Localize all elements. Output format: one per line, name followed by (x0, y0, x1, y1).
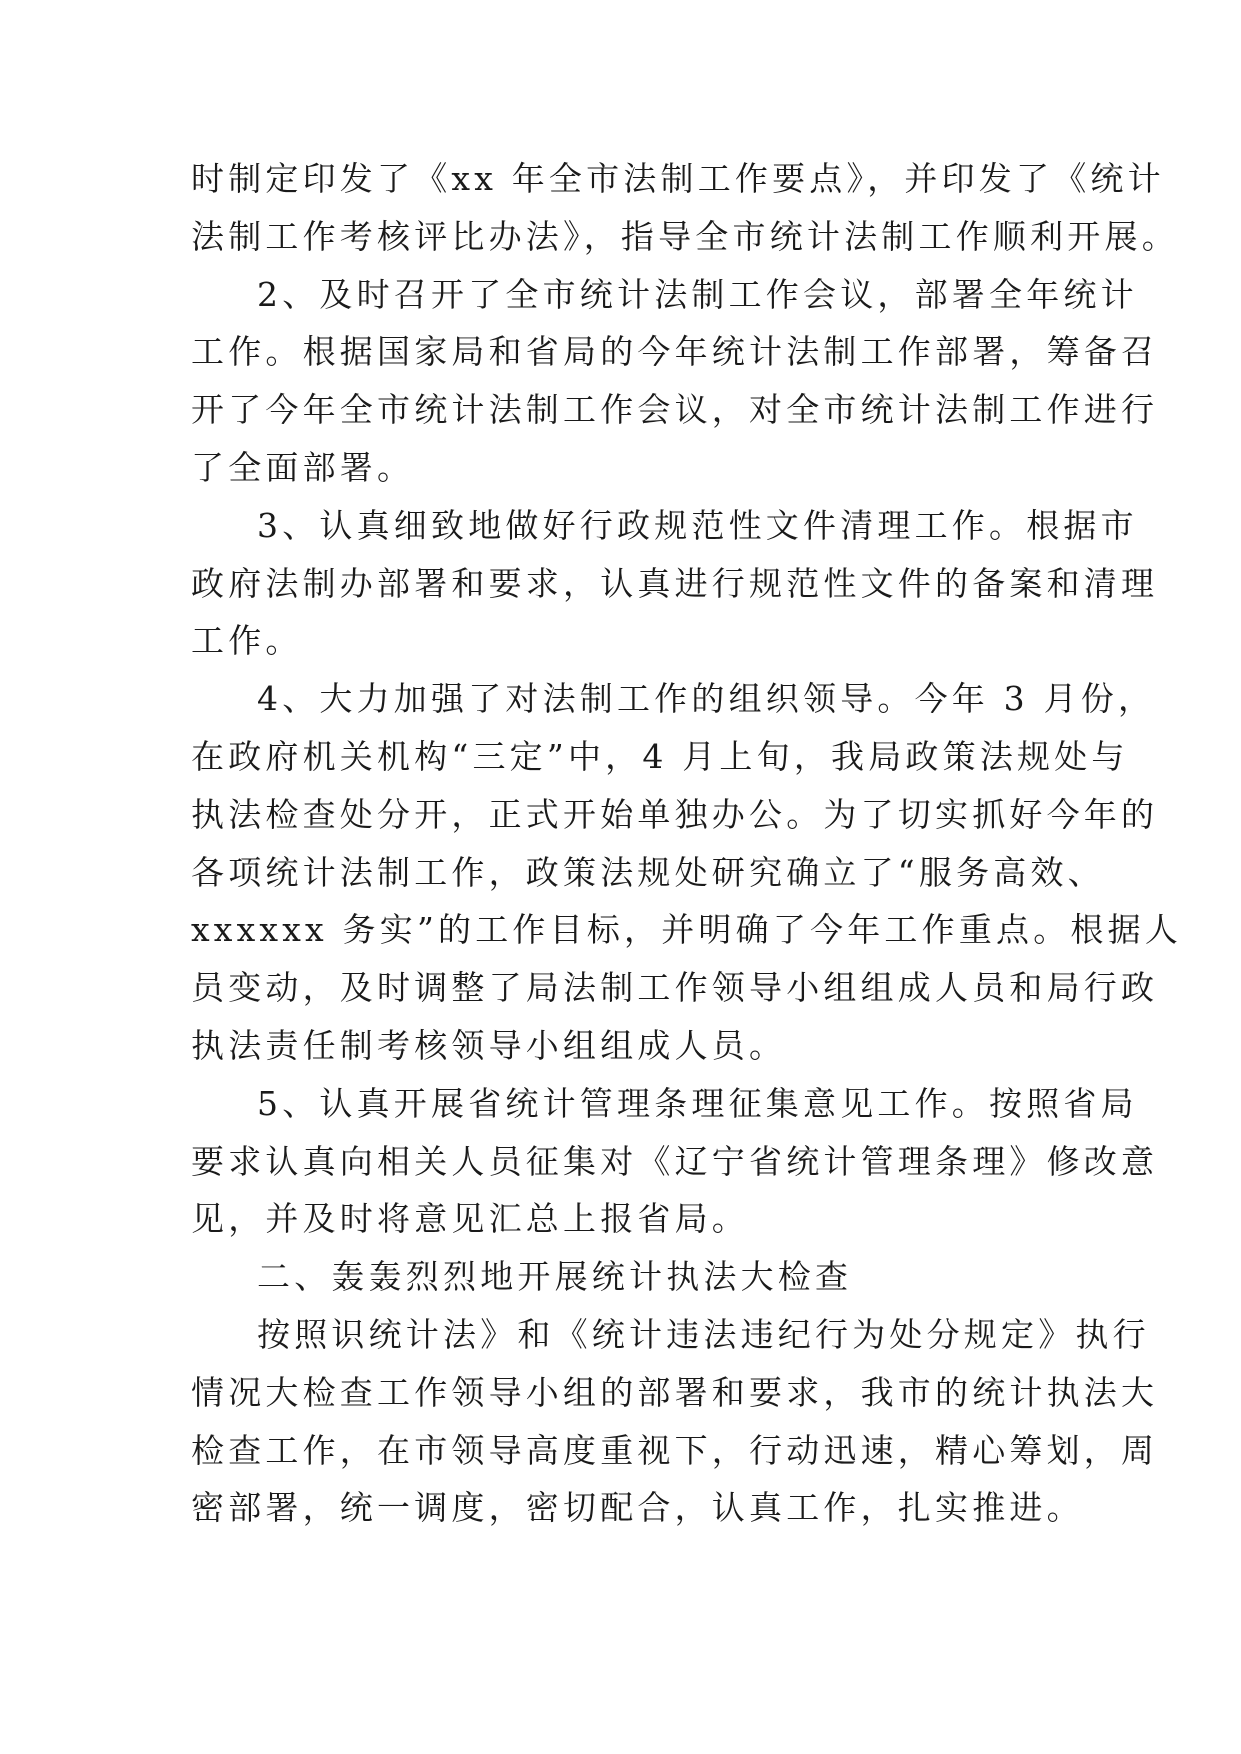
text-line: 执法责任制考核领导小组组成人员。 (191, 1025, 787, 1065)
text-line: 政府法制办部署和要求，认真进行规范性文件的备案和清理 (191, 563, 1159, 603)
text-line: 工作。根据国家局和省局的今年统计法制工作部署，筹备召 (191, 332, 1159, 372)
text-line: 要求认真向相关人员征集对《辽宁省统计管理条理》修改意 (191, 1141, 1159, 1181)
text-line: 5、认真开展省统计管理条理征集意见工作。按照省局 (257, 1083, 1138, 1123)
text-line: 在政府机关机构“三定”中，4 月上旬，我局政策法规处与 (191, 736, 1129, 776)
text-line: 2、及时召开了全市统计法制工作会议，部署全年统计 (257, 274, 1138, 314)
text-line: 各项统计法制工作，政策法规处研究确立了“服务高效、 (191, 852, 1105, 892)
text-line: 3、认真细致地做好行政规范性文件清理工作。根据市 (257, 505, 1138, 545)
text-line: 检查工作，在市领导高度重视下，行动迅速，精心筹划，周 (191, 1430, 1159, 1470)
document-body (191, 150, 1183, 1537)
text-line: 情况大检查工作领导小组的部署和要求，我市的统计执法大 (191, 1372, 1159, 1412)
text-line: 员变动，及时调整了局法制工作领导小组组成人员和局行政 (191, 968, 1159, 1008)
text-line: 按照识统计法》和《统计违法违纪行为处分规定》执行 (257, 1314, 1150, 1354)
text-line: 4、大力加强了对法制工作的组织领导。今年 3 月份， (257, 679, 1156, 719)
text-line: 见，并及时将意见汇总上报省局。 (191, 1199, 749, 1239)
text-line: xxxxxx 务实”的工作目标，并明确了今年工作重点。根据人 (191, 910, 1183, 950)
text-line: 了全面部署。 (191, 447, 415, 487)
text-line: 法制工作考核评比办法》，指导全市统计法制工作顺利开展。 (191, 216, 1179, 256)
text-line: 执法检查处分开，正式开始单独办公。为了切实抓好今年的 (191, 794, 1159, 834)
text-line: 时制定印发了《xx 年全市法制工作要点》，并印发了《统计 (191, 159, 1165, 198)
text-line: 工作。 (191, 621, 303, 661)
text-line: 密部署，统一调度，密切配合，认真工作，扎实推进。 (191, 1488, 1084, 1528)
text-line: 开了今年全市统计法制工作会议，对全市统计法制工作进行 (191, 390, 1159, 430)
text-line: 二、轰轰烈烈地开展统计执法大检查 (257, 1257, 853, 1297)
